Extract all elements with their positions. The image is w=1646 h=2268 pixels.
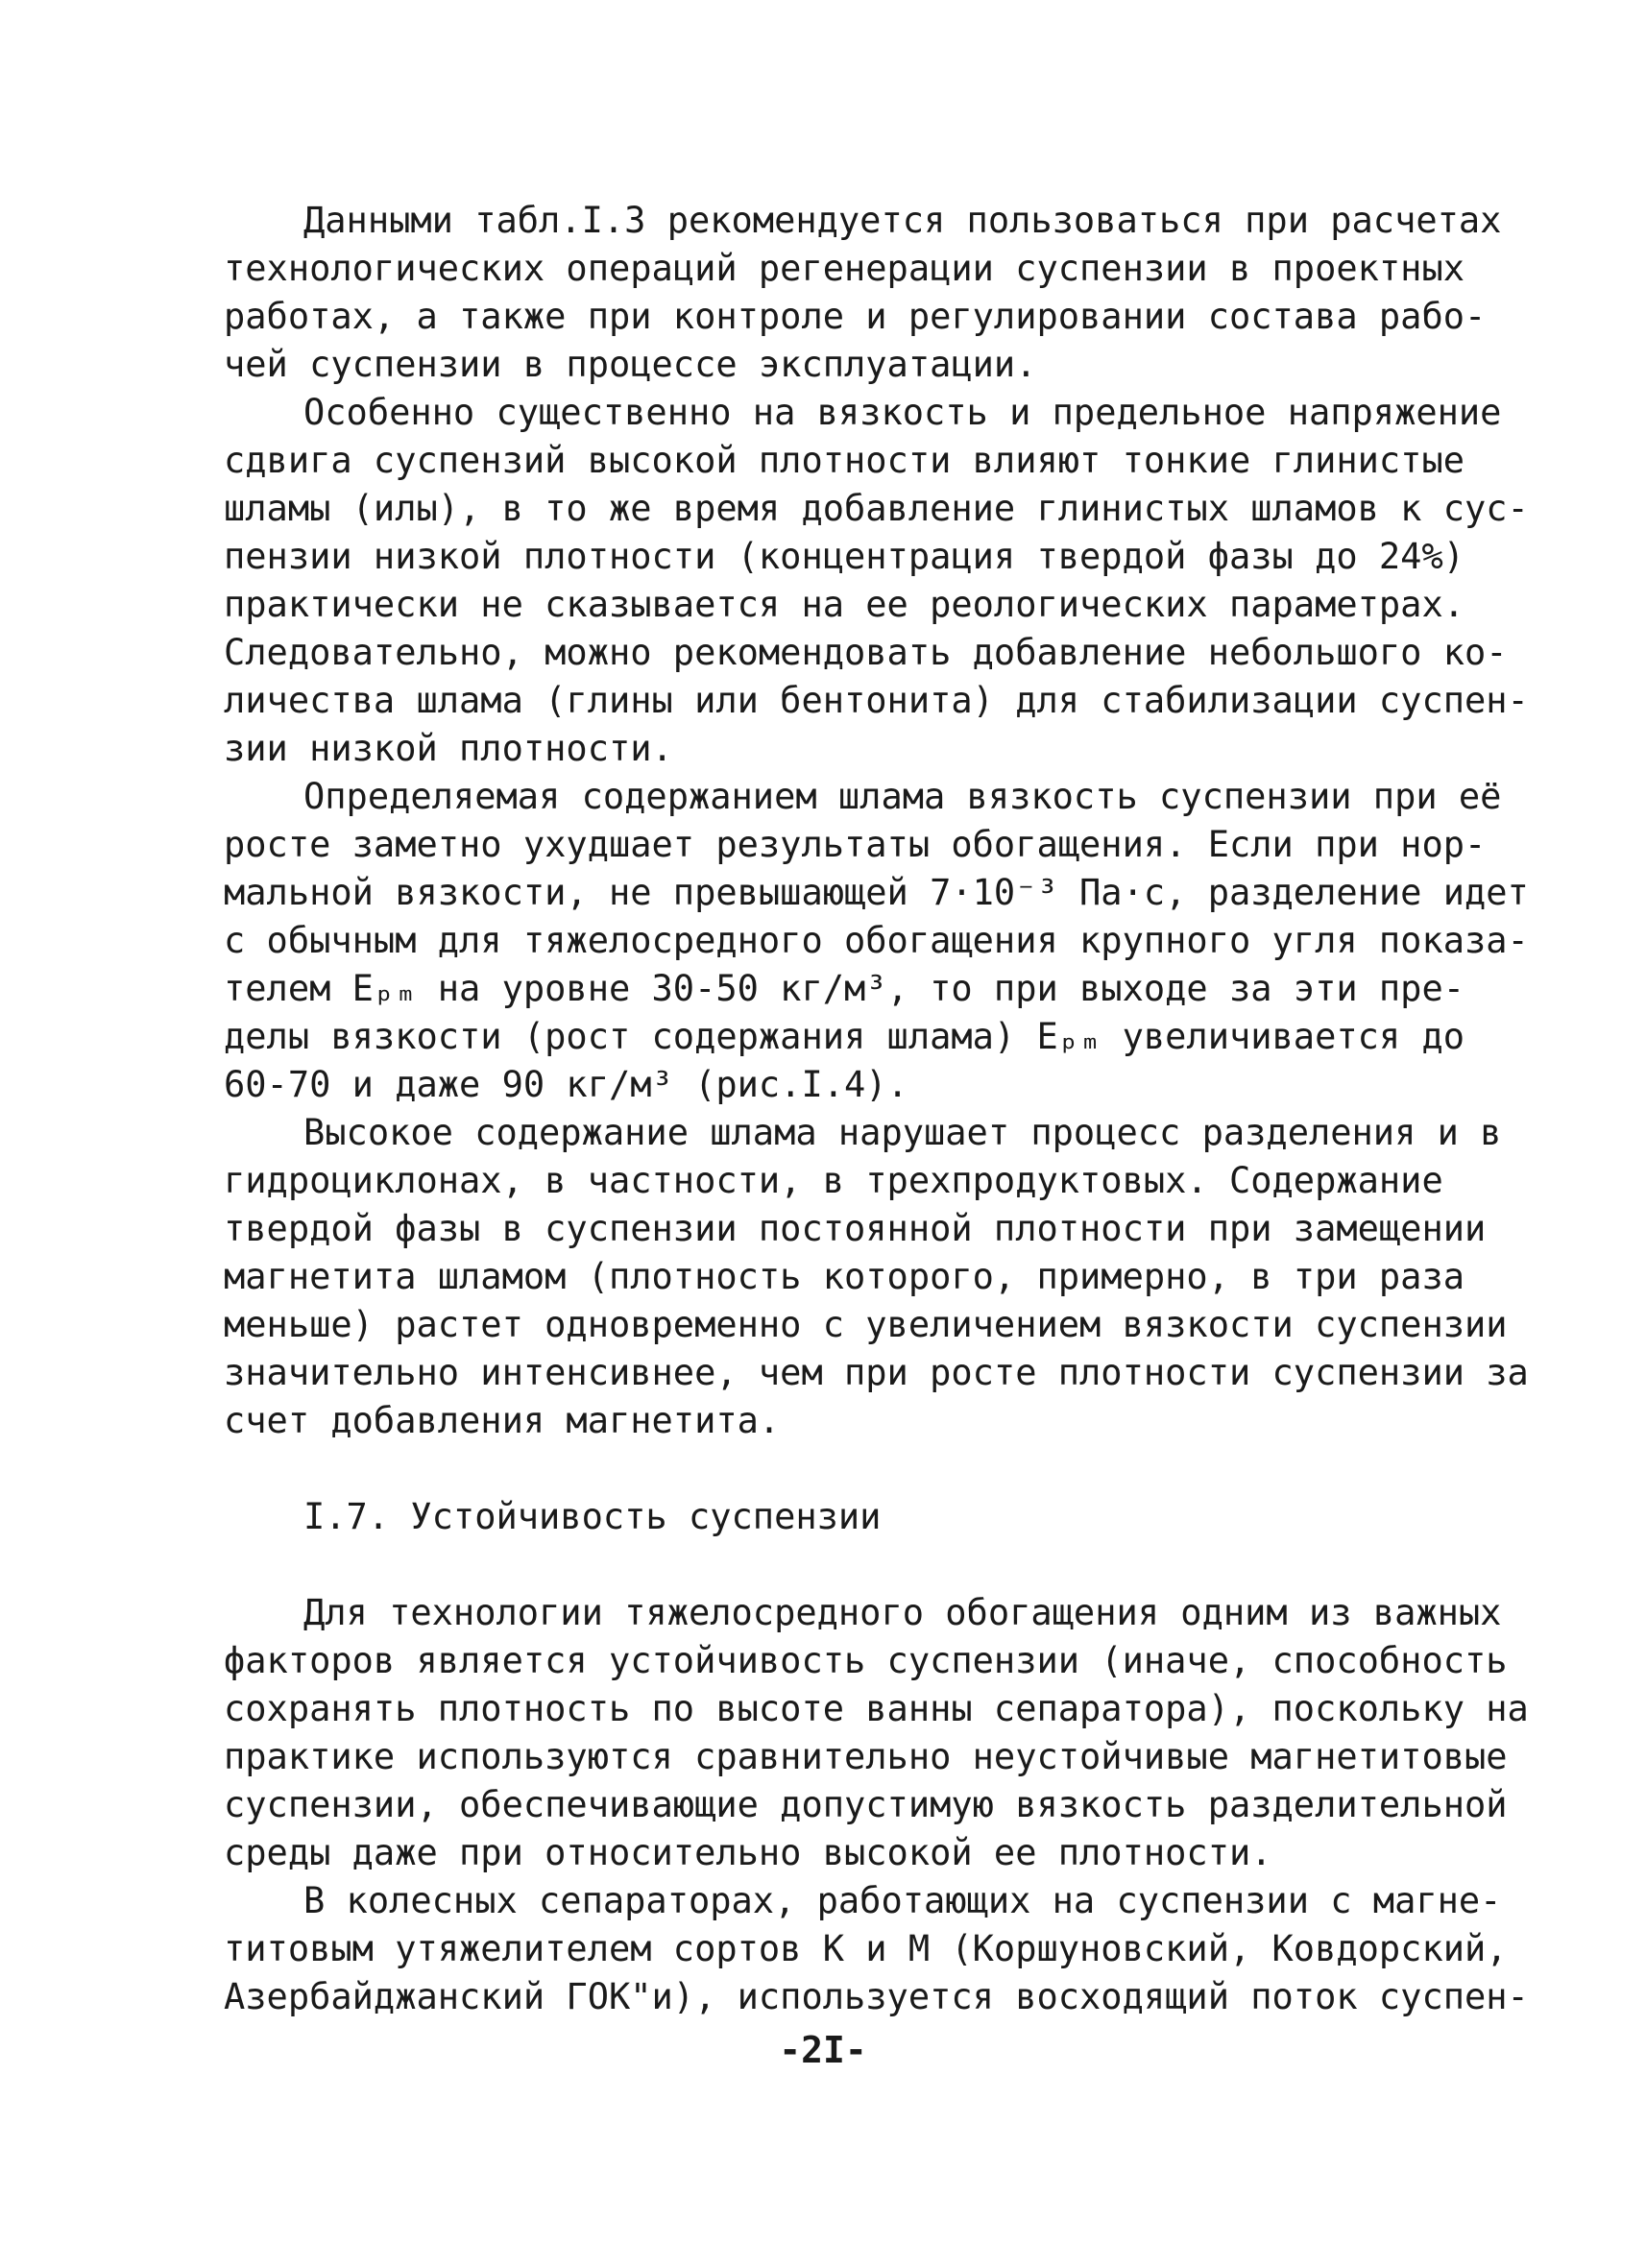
text-line: работах, а также при контроле и регулировании состава рабо-: [224, 296, 1487, 337]
text-line: титовым утяжелителем сортов К и М (Коршуновский, Ковдорский,: [224, 1928, 1508, 1969]
text-line: В колесных сепараторах, работающих на суспензии с магне-: [303, 1880, 1502, 1921]
text-line: Особенно существенно на вязкость и предельное напряжение: [303, 392, 1502, 433]
text-line: мальной вязкости, не превышающей 7·10⁻³ Па·с, разделение идет: [224, 872, 1529, 913]
text-line: Следовательно, можно рекомендовать добавление небольшого ко-: [224, 632, 1508, 673]
text-line: росте заметно ухудшает результаты обогащения. Если при нор-: [224, 824, 1487, 865]
section-heading: I.7. Устойчивость суспензии: [303, 1496, 882, 1537]
text-line: Для технологии тяжелосредного обогащения одним из важных: [303, 1592, 1502, 1633]
text-line: твердой фазы в суспензии постоянной плотности при замещении: [224, 1208, 1487, 1249]
text-line: факторов является устойчивость суспензии (иначе, способность: [224, 1640, 1508, 1681]
text-line: гидроциклонах, в частности, в трехпродуктовых. Содержание: [224, 1160, 1443, 1201]
text-line: пензии низкой плотности (концентрация твердой фазы до 24%): [224, 536, 1465, 577]
text-line: суспензии, обеспечивающие допустимую вязкость разделительной: [224, 1784, 1508, 1825]
text-line: Данными табл.I.3 рекомендуется пользоваться при расчетах: [303, 200, 1502, 241]
text-line: телем Eₚₘ на уровне 30-50 кг/м³, то при выходе за эти пре-: [224, 968, 1465, 1009]
text-line: шламы (илы), в то же время добавление глинистых шламов к сус-: [224, 488, 1529, 529]
text-line: Определяемая содержанием шлама вязкость суспензии при её: [303, 776, 1502, 817]
page-number: -2I-: [779, 2029, 867, 2071]
text-line: практике используются сравнительно неустойчивые магнетитовые: [224, 1736, 1508, 1777]
text-line: делы вязкости (рост содержания шлама) Eₚₘ увеличивается до: [224, 1016, 1465, 1057]
text-line: магнетита шламом (плотность которого, примерно, в три раза: [224, 1256, 1465, 1297]
text-line: значительно интенсивнее, чем при росте плотности суспензии за: [224, 1352, 1529, 1393]
text-line: сохранять плотность по высоте ванны сепаратора), поскольку на: [224, 1688, 1529, 1729]
text-line: с обычным для тяжелосредного обогащения крупного угля показа-: [224, 920, 1529, 961]
text-line: среды даже при относительно высокой ее плотности.: [224, 1832, 1272, 1873]
text-line: практически не сказывается на ее реологических параметрах.: [224, 584, 1465, 625]
text-line: чей суспензии в процессе эксплуатации.: [224, 344, 1037, 385]
text-line: Азербайджанский ГОК"и), используется восходящий поток суспен-: [224, 1976, 1529, 2017]
text-line: технологических операций регенерации суспензии в проектных: [224, 248, 1465, 289]
text-line: меньше) растет одновременно с увеличением вязкости суспензии: [224, 1304, 1508, 1345]
text-line: Высокое содержание шлама нарушает процесс разделения и в: [303, 1112, 1502, 1153]
text-line: счет добавления магнетита.: [224, 1400, 781, 1441]
text-line: личества шлама (глины или бентонита) для стабилизации суспен-: [224, 680, 1529, 721]
text-line: зии низкой плотности.: [224, 728, 673, 769]
text-line: сдвига суспензий высокой плотности влияют тонкие глинистые: [224, 440, 1465, 481]
text-line: 60-70 и даже 90 кг/м³ (рис.I.4).: [224, 1064, 908, 1105]
